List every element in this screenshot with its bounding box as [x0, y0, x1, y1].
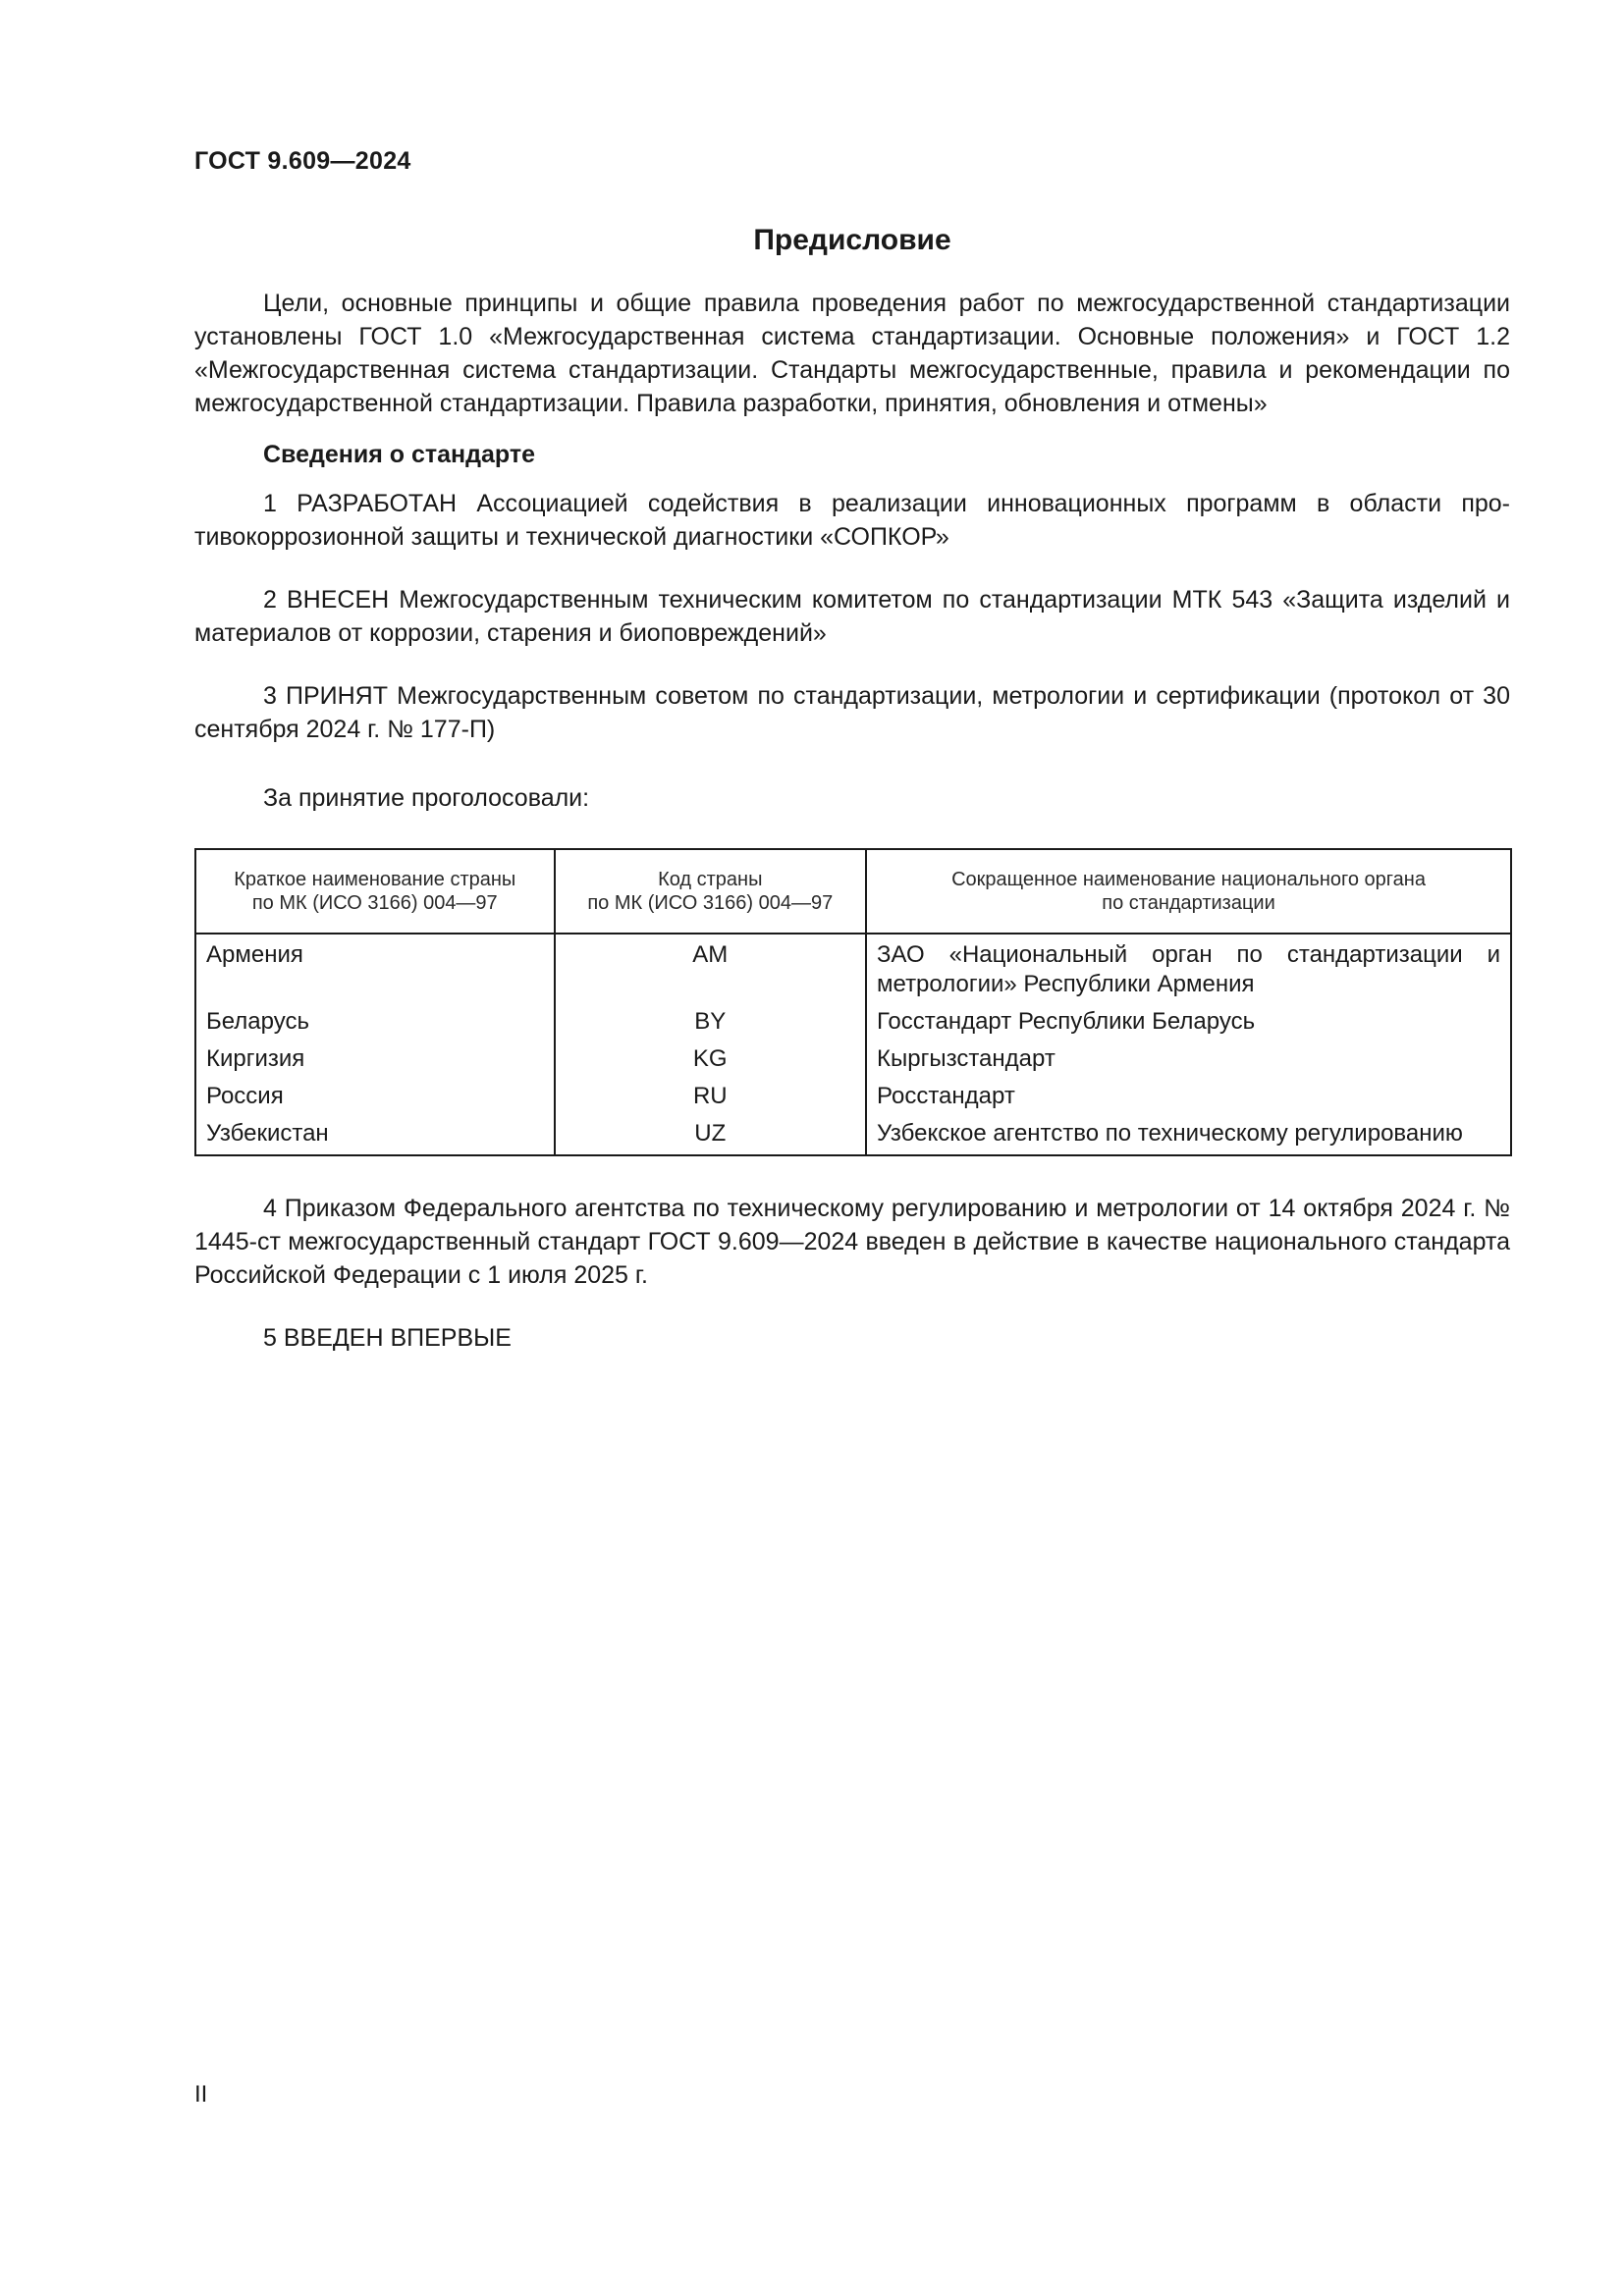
- item-introduced: 2 ВНЕСЕН Межгосударственным техническим комитетом по стандартизации МТК 543 «Защита изделий и материалов от коррозии, старения и биоповреждений»: [194, 586, 1510, 647]
- cell-country: Узбекистан: [206, 1120, 329, 1147]
- cell-code: UZ: [555, 1115, 866, 1155]
- item-enacted: 4 Приказом Федерального агентства по техническому регулированию и метрологии от 14 октября 2024 г. № 1445-ст межгосударственный стандарт ГОСТ 9.609—2024 введен в действие в качестве национального стандарта Российской Федерации с 1 июля 2025 г.: [194, 1195, 1510, 1289]
- cell-country: Армения: [206, 941, 303, 968]
- document-body: [194, 287, 1510, 1355]
- page-title: Предисловие: [753, 224, 951, 256]
- cell-country: Россия: [206, 1083, 284, 1109]
- header-org-line1: Сокращенное наименование национального органа: [951, 869, 1426, 890]
- header-country-line2: по МК (ИСО 3166) 004—97: [251, 892, 498, 914]
- header-code-line1: Код страны: [658, 869, 763, 890]
- cell-code: BY: [555, 1003, 866, 1041]
- header-org: [866, 849, 1511, 934]
- header-code-line2: по МК (ИСО 3166) 004—97: [587, 892, 834, 914]
- cell-org: Кыргызстандарт: [866, 1041, 1511, 1078]
- cell-org: ЗАО «Национальный орган по стандартизации и метрологии» Республики Армения: [866, 934, 1511, 1003]
- document-code: ГОСТ 9.609—2024: [194, 147, 411, 175]
- info-heading: Сведения о стандарте: [263, 441, 536, 468]
- cell-org: Госстандарт Республики Беларусь: [866, 1003, 1511, 1041]
- header-country: [195, 849, 555, 934]
- document-page: [194, 0, 1510, 2296]
- cell-country: Беларусь: [206, 1008, 309, 1035]
- page-number: II: [194, 2081, 208, 2108]
- header-country-line1: Краткое наименование страны: [234, 869, 516, 890]
- cell-org: Узбекское агентство по техническому регулированию: [866, 1115, 1511, 1155]
- voted-intro: За принятие проголосовали:: [263, 784, 590, 812]
- item-first-time: 5 ВВЕДЕН ВПЕРВЫЕ: [263, 1324, 512, 1352]
- item-adopted: 3 ПРИНЯТ Межгосударственным советом по стандартизации, метрологии и сертификации (протокол от 30 сентября 2024 г. № 177-П): [194, 682, 1510, 743]
- cell-org: Росстандарт: [866, 1078, 1511, 1115]
- voting-table: [194, 848, 1512, 1156]
- header-code: [555, 849, 866, 934]
- cell-code: RU: [555, 1078, 866, 1115]
- table-header-row: [195, 849, 1511, 934]
- intro-paragraph: Цели, основные принципы и общие правила проведения работ по межгосударственной стандартизации установлены ГОСТ 1.0 «Межгосударственная система стандартизации. Основные положения» и ГОСТ 1.2 «Межгосударственная система стандартизации. Стандарты межгосударственные, правила и рекомендации по межгосударственной стандартизации. Правила разработки, принятия, обновления и отмены»: [194, 290, 1510, 417]
- header-org-line2: по стандартизации: [1102, 892, 1275, 914]
- table-row: [195, 1003, 1511, 1041]
- cell-code: AM: [555, 934, 866, 1003]
- table-row: [195, 1078, 1511, 1115]
- item-developed: 1 РАЗРАБОТАН Ассоциацией содействия в реализации инновационных программ в области противокоррозионной защиты и технической диагностики «СОПКОР»: [194, 490, 1510, 551]
- table-row: [195, 1041, 1511, 1078]
- cell-code: KG: [555, 1041, 866, 1078]
- table-row: [195, 934, 1511, 1003]
- table-row: [195, 1115, 1511, 1155]
- cell-country: Киргизия: [206, 1045, 305, 1072]
